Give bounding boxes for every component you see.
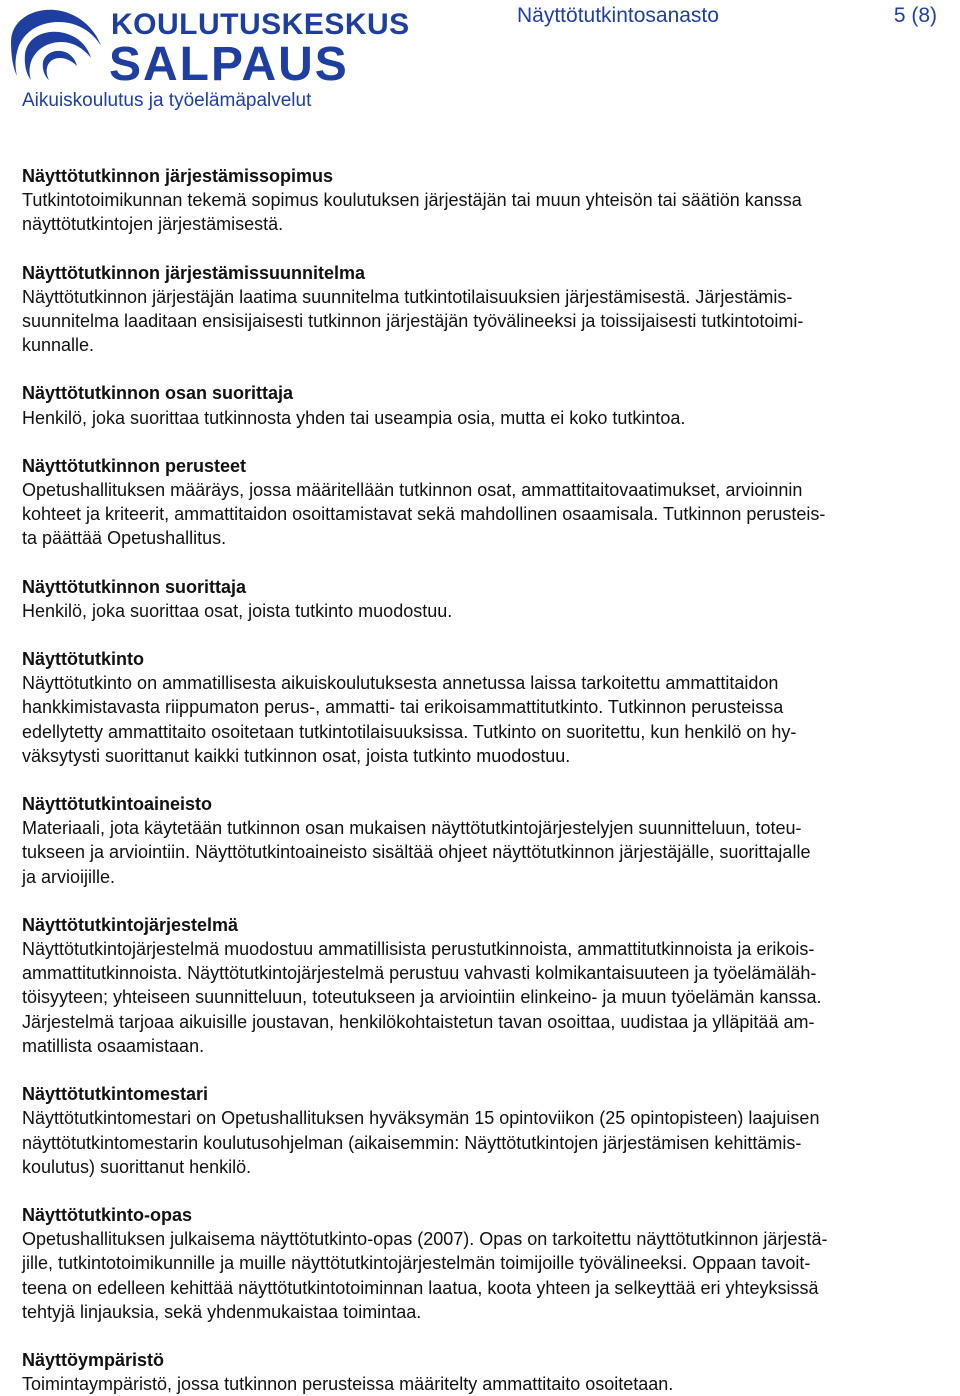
glossary-term: Näyttötutkinnon perusteet xyxy=(22,455,247,476)
logo-line2: SALPAUS xyxy=(109,38,349,91)
definition-line: Opetushallituksen julkaisema näyttötutkinto-opas (2007). Opas on tarkoitettu näyttötutkinnon järjestä- xyxy=(22,1229,828,1250)
glossary-entry xyxy=(22,913,938,1058)
definition-line: kunnalle. xyxy=(22,335,95,356)
definition-line: näyttötutkintojen järjestämisestä. xyxy=(22,214,284,235)
definition-line: suunnitelma laaditaan ensisijaisesti tutkinnon järjestäjän työvälineeksi ja toissijaisesti tutkintotoimi- xyxy=(22,311,804,332)
entry-spacer xyxy=(22,357,938,381)
entry-spacer xyxy=(22,237,938,261)
glossary-term: Näyttötutkintojärjestelmä xyxy=(22,914,239,935)
definition-line: hankkimistavasta riippumaton perus-, ammatti- tai erikoisammattitutkinto. Tutkinnon perusteissa xyxy=(22,697,784,718)
glossary-entry xyxy=(22,1348,938,1396)
entry-spacer xyxy=(22,551,938,575)
glossary-term: Näyttötutkintomestari xyxy=(22,1084,209,1105)
logo-subtitle: Aikuiskoulutus ja työelämäpalvelut xyxy=(22,90,312,111)
entry-spacer xyxy=(22,1324,938,1348)
entry-spacer xyxy=(22,430,938,454)
definition-line: Henkilö, joka suorittaa tutkinnosta yhden tai useampia osia, mutta ei koko tutkintoa. xyxy=(22,407,686,428)
glossary-entry xyxy=(22,792,938,889)
definition-line: Tutkintotoimikunnan tekemä sopimus koulutuksen järjestäjän tai muun yhteisön tai säätiön kanssa xyxy=(22,190,802,211)
glossary-term: Näyttötutkinnon osan suorittaja xyxy=(22,383,294,404)
definition-line: Järjestelmä tarjoaa aikuisille joustavan, henkilökohtaistetun tavan osoittaa, uudistaa ja ylläpitää am- xyxy=(22,1011,815,1032)
definition-line: Materiaali, jota käytetään tutkinnon osan mukaisen näyttötutkintojärjestelyjen suunnitteluun, toteu- xyxy=(22,818,802,839)
glossary-term: Näyttötutkintoaineisto xyxy=(22,794,213,815)
glossary-entry xyxy=(22,164,938,237)
entry-spacer xyxy=(22,889,938,913)
definition-line: Toimintaympäristö, jossa tutkinnon perusteissa määritelty ammattitaito osoitetaan. xyxy=(22,1374,674,1395)
definition-line: edellytetty ammattitaito osoitetaan tutkintotilaisuuksissa. Tutkinto on suoritettu, kun henkilö on hy- xyxy=(22,721,797,742)
definition-line: tukseen ja arviointiin. Näyttötutkintoaineisto sisältää ohjeet näyttötutkinnon järjestäjälle, suorittajalle xyxy=(22,842,811,863)
definition-line: Näyttötutkinnon järjestäjän laatima suunnitelma tutkintotilaisuuksien järjestämisestä. Järjestämis- xyxy=(22,286,793,307)
definition-line: jille, tutkintotoimikunnille ja muille näyttötutkintojärjestelmän toimijoille työvälineeksi. Oppaan tavoit- xyxy=(22,1253,811,1274)
glossary-term: Näyttötutkinnon järjestämissopimus xyxy=(22,166,334,186)
entry-spacer xyxy=(22,1179,938,1203)
glossary-entry xyxy=(22,261,938,358)
entry-spacer xyxy=(22,623,938,647)
definition-line: koulutus) suorittanut henkilö. xyxy=(22,1156,252,1177)
glossary-entry xyxy=(22,381,938,429)
logo-line1: KOULUTUSKESKUS xyxy=(111,8,410,41)
glossary-entry xyxy=(22,1082,938,1179)
definition-line: näyttötutkintomestarin koulutusohjelman (aikaisemmin: Näyttötutkintojen järjestämisen kehittämis- xyxy=(22,1132,802,1153)
glossary-entry xyxy=(22,1203,938,1324)
logo-mark-icon xyxy=(11,10,101,80)
definition-line: Näyttötutkintomestari on Opetushallituksen hyväksymän 15 opintoviikon (25 opintopisteen) laajuisen xyxy=(22,1108,820,1129)
page-number: 5 (8) xyxy=(893,4,937,27)
glossary-term: Näyttötutkinnon järjestämissuunnitelma xyxy=(22,262,366,283)
definition-line: Opetushallituksen määräys, jossa määritellään tutkinnon osat, ammattitaitovaatimukset, arvioinnin xyxy=(22,480,803,501)
definition-line: kohteet ja kriteerit, ammattitaidon osoittamistavat sekä mahdollinen osaamisala. Tutkinnon perusteis- xyxy=(22,504,826,525)
glossary-term: Näyttötutkinto-opas xyxy=(22,1204,192,1225)
definition-line: töisyyteen; yhteiseen suunnitteluun, toteutukseen ja arviointiin elinkeino- ja muun työelämän kanssa. xyxy=(22,987,822,1008)
entry-spacer xyxy=(22,768,938,792)
definition-line: Näyttötutkinto on ammatillisesta aikuiskoulutuksesta annetussa laissa tarkoitettu ammattitaidon xyxy=(22,673,779,694)
definition-line: ammattitutkinnoista. Näyttötutkintojärjestelmä perustuu vahvasti kolmikantaisuuteen ja työelämäläh- xyxy=(22,963,817,984)
definition-line: Henkilö, joka suorittaa osat, joista tutkinto muodostuu. xyxy=(22,600,453,621)
glossary-entry xyxy=(22,575,938,623)
definition-line: teena on edelleen kehittää näyttötutkintotoiminnan laatua, koota yhteen ja selkeyttää eri yhteyksissä xyxy=(22,1277,819,1298)
definition-line: tehtyjä linjauksia, sekä yhdenmukaistaa toimintaa. xyxy=(22,1301,422,1322)
glossary-term: Näyttötutkinnon suorittaja xyxy=(22,576,246,597)
glossary-body xyxy=(22,164,938,1396)
definition-line: matillista osaamistaan. xyxy=(22,1035,205,1056)
document-title: Näyttötutkintosanasto xyxy=(517,4,719,27)
glossary-entry xyxy=(22,647,938,768)
glossary-term: Näyttöympäristö xyxy=(22,1349,165,1370)
glossary-entry xyxy=(22,454,938,551)
salpaus-logo xyxy=(3,2,410,91)
definition-line: ja arvioijille. xyxy=(22,866,116,887)
definition-line: väksytysti suorittanut kaikki tutkinnon osat, joista tutkinto muodostuu. xyxy=(22,745,571,766)
glossary-term: Näyttötutkinto xyxy=(22,649,144,670)
definition-line: ta päättää Opetushallitus. xyxy=(22,528,227,549)
entry-spacer xyxy=(22,1058,938,1082)
definition-line: Näyttötutkintojärjestelmä muodostuu ammatillisista perustutkinnoista, ammattitutkinnoista ja erikois- xyxy=(22,939,815,960)
